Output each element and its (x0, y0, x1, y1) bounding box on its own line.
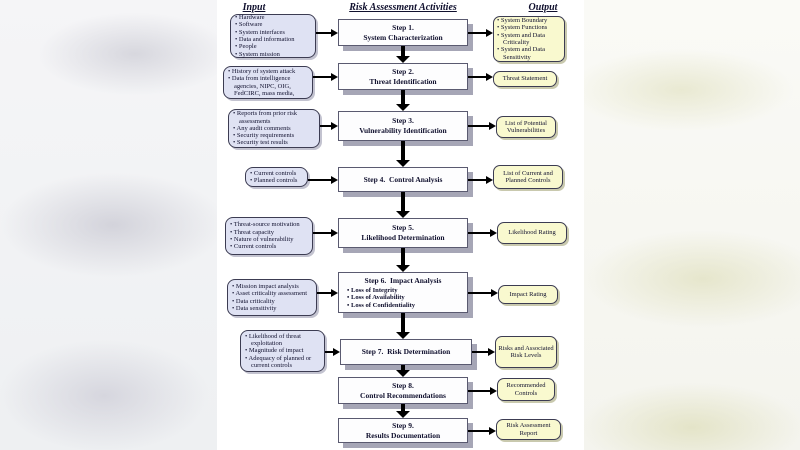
input-list-step-1-item: • Software (234, 21, 313, 28)
output-text-step-4: List of Current and Planned Controls (503, 169, 553, 184)
input-list-step-2-item: • Data from intelligence agencies, NIPC, OIG, FedCIRC, mass media, (227, 75, 310, 97)
step-9-title-line: Step 9. (392, 420, 414, 430)
input-box-step-4 (245, 167, 308, 187)
output-list-step-1-item: • System and Data Criticality (496, 32, 562, 47)
input-list-step-1-item: • System interfaces (234, 29, 313, 36)
step-5-title-line: Step 5. (392, 223, 414, 233)
arrow-head (396, 370, 410, 377)
arrow-input-to-step-1 (316, 32, 331, 34)
arrow-head (396, 211, 410, 218)
step-box-9 (338, 418, 468, 443)
arrow-step-9-to-output (468, 430, 489, 432)
input-list-step-2-item: • History of system attack (227, 68, 310, 75)
step-8-title-line: Control Recommendations (360, 390, 446, 400)
arrow-step-6-to-output (468, 292, 491, 294)
arrow-down-after-step-6 (396, 313, 410, 339)
arrow-down-after-step-3 (396, 141, 410, 167)
arrow-input-to-step-4 (308, 179, 331, 181)
input-list-step-5-item: • Current controls (229, 243, 310, 250)
arrow-down-after-step-4 (396, 192, 410, 218)
arrow-stem (401, 141, 405, 161)
step-box-8 (338, 377, 468, 404)
input-list-step-1-item: • System mission (234, 51, 313, 58)
arrow-input-to-step-5 (313, 232, 331, 234)
arrow-head (396, 160, 410, 167)
step-9-title-line: Results Documentation (365, 430, 441, 440)
input-list-step-3-item: • Any audit comments (232, 125, 317, 132)
input-list-step-2 (227, 68, 310, 97)
input-box-step-5 (225, 217, 313, 255)
step-7-title-line: Step 7. Risk Determination (361, 347, 451, 357)
input-box-step-1 (230, 14, 316, 58)
output-box-step-8 (497, 378, 555, 401)
step-3-title-line: Step 3. (392, 116, 414, 126)
arrow-input-to-step-2 (313, 76, 331, 78)
input-list-step-5 (229, 221, 310, 250)
input-list-step-4 (249, 170, 305, 185)
input-list-step-7-item: • Likelihood of threat exploitation (244, 333, 322, 348)
input-list-step-1-item: • Hardware (234, 14, 313, 21)
arrow-head (396, 332, 410, 339)
step-box-4 (338, 167, 468, 192)
step-6-bullets-item: • Loss of Integrity (346, 287, 470, 294)
output-list-step-1-item: • System Boundary (496, 17, 562, 24)
risk-assessment-flowchart (217, 0, 584, 450)
output-list-step-1-item: • System and Data Sensitivity (496, 46, 562, 61)
input-list-step-5-item: • Threat capacity (229, 229, 310, 236)
column-header-input: Input (242, 2, 266, 13)
column-header-activities: Risk Assessment Activities (349, 2, 457, 13)
input-box-step-2 (223, 66, 313, 99)
input-box-step-3 (228, 109, 320, 148)
input-list-step-7 (244, 333, 322, 369)
arrow-input-to-step-6 (317, 292, 331, 294)
input-list-step-1-item: • People (234, 43, 313, 50)
column-header-output: Output (528, 2, 558, 13)
arrow-stem (401, 192, 405, 212)
arrow-step-7-to-output (472, 351, 488, 353)
step-2-title-line: Step 2. (392, 66, 414, 76)
output-list-step-1-item: • System Functions (496, 24, 562, 31)
output-box-step-4 (493, 165, 563, 189)
output-text-step-6: Impact Rating (509, 290, 547, 298)
arrow-step-3-to-output (468, 125, 489, 127)
input-list-step-5-item: • Threat-source motivation (229, 221, 310, 228)
arrow-down-after-step-8 (396, 404, 410, 418)
input-list-step-4-item: • Planned controls (249, 177, 305, 184)
output-text-step-7: Risks and Associated Risk Levels (498, 344, 554, 359)
step-6-bullets (341, 287, 470, 309)
arrow-stem (401, 248, 405, 266)
arrow-input-to-step-3 (320, 125, 331, 127)
step-box-5 (338, 218, 468, 248)
step-8-title-line: Step 8. (392, 380, 414, 390)
input-box-step-7 (240, 330, 325, 372)
arrow-stem (401, 90, 405, 105)
step-1-title-line: Step 1. (392, 22, 414, 32)
arrow-down-after-step-2 (396, 90, 410, 111)
input-list-step-3-item: • Security test results (232, 139, 317, 146)
arrow-step-4-to-output (468, 179, 486, 181)
blurred-backdrop-left (0, 0, 217, 450)
output-box-step-2 (493, 71, 557, 87)
input-list-step-1-item: • Data and information (234, 36, 313, 43)
input-list-step-6-item: • Data criticality (231, 298, 314, 305)
arrow-input-to-step-7 (325, 351, 333, 353)
blurred-backdrop-right (584, 0, 800, 450)
output-text-step-9: Risk Assessment Report (506, 422, 551, 437)
input-list-step-3-item: • Reports from prior risk assessments (232, 110, 317, 125)
arrow-down-after-step-7 (396, 365, 410, 377)
arrow-down-after-step-5 (396, 248, 410, 272)
output-list-step-1 (496, 17, 562, 61)
arrow-head (396, 265, 410, 272)
output-box-step-3 (496, 116, 556, 138)
output-text-step-2: Threat Statement (502, 75, 548, 83)
input-list-step-7-item: • Adequacy of planned or current controls (244, 355, 322, 370)
arrow-head (396, 104, 410, 111)
arrow-down-after-step-1 (396, 46, 410, 63)
input-box-step-6 (227, 279, 317, 316)
arrow-step-5-to-output (468, 232, 490, 234)
arrow-head (396, 411, 410, 418)
step-6-bullets-item: • Loss of Confidentiality (346, 302, 470, 309)
output-box-step-1 (493, 16, 565, 62)
input-list-step-3 (232, 110, 317, 146)
step-box-1 (338, 19, 468, 46)
arrow-head (396, 56, 410, 63)
input-list-step-6-item: • Mission impact analysis (231, 283, 314, 290)
output-text-step-3: List of Potential Vulnerabilities (505, 119, 547, 134)
step-box-6 (338, 272, 468, 313)
input-list-step-7-item: • Magnitude of impact (244, 347, 322, 354)
arrow-step-1-to-output (468, 32, 486, 34)
arrow-step-2-to-output (468, 76, 486, 78)
step-1-title-line: System Characterization (363, 32, 443, 42)
step-2-title-line: Threat Identification (369, 76, 437, 86)
output-box-step-9 (496, 419, 561, 440)
step-6-title-line: Step 6. Impact Analysis (364, 276, 442, 286)
input-list-step-5-item: • Nature of vulnerability (229, 236, 310, 243)
input-list-step-1 (234, 14, 313, 58)
input-list-step-6-item: • Data sensitivity (231, 305, 314, 312)
output-box-step-6 (498, 285, 558, 304)
input-list-step-4-item: • Current controls (249, 170, 305, 177)
step-4-title-line: Step 4. Control Analysis (363, 174, 443, 184)
step-6-bullets-item: • Loss of Availability (346, 294, 470, 301)
input-list-step-6 (231, 283, 314, 312)
arrow-stem (401, 313, 405, 333)
step-box-3 (338, 111, 468, 141)
input-list-step-6-item: • Asset criticality assessment (231, 290, 314, 297)
input-list-step-3-item: • Security requirements (232, 132, 317, 139)
output-box-step-7 (495, 336, 557, 368)
arrow-step-8-to-output (468, 390, 490, 392)
step-3-title-line: Vulnerability Identification (359, 126, 447, 135)
step-5-title-line: Likelihood Determination (361, 233, 445, 242)
output-text-step-8: Recommended Controls (506, 382, 546, 397)
step-box-7 (340, 339, 472, 365)
output-text-step-5: Likelihood Rating (508, 229, 556, 237)
output-box-step-5 (497, 222, 567, 244)
step-box-2 (338, 63, 468, 90)
